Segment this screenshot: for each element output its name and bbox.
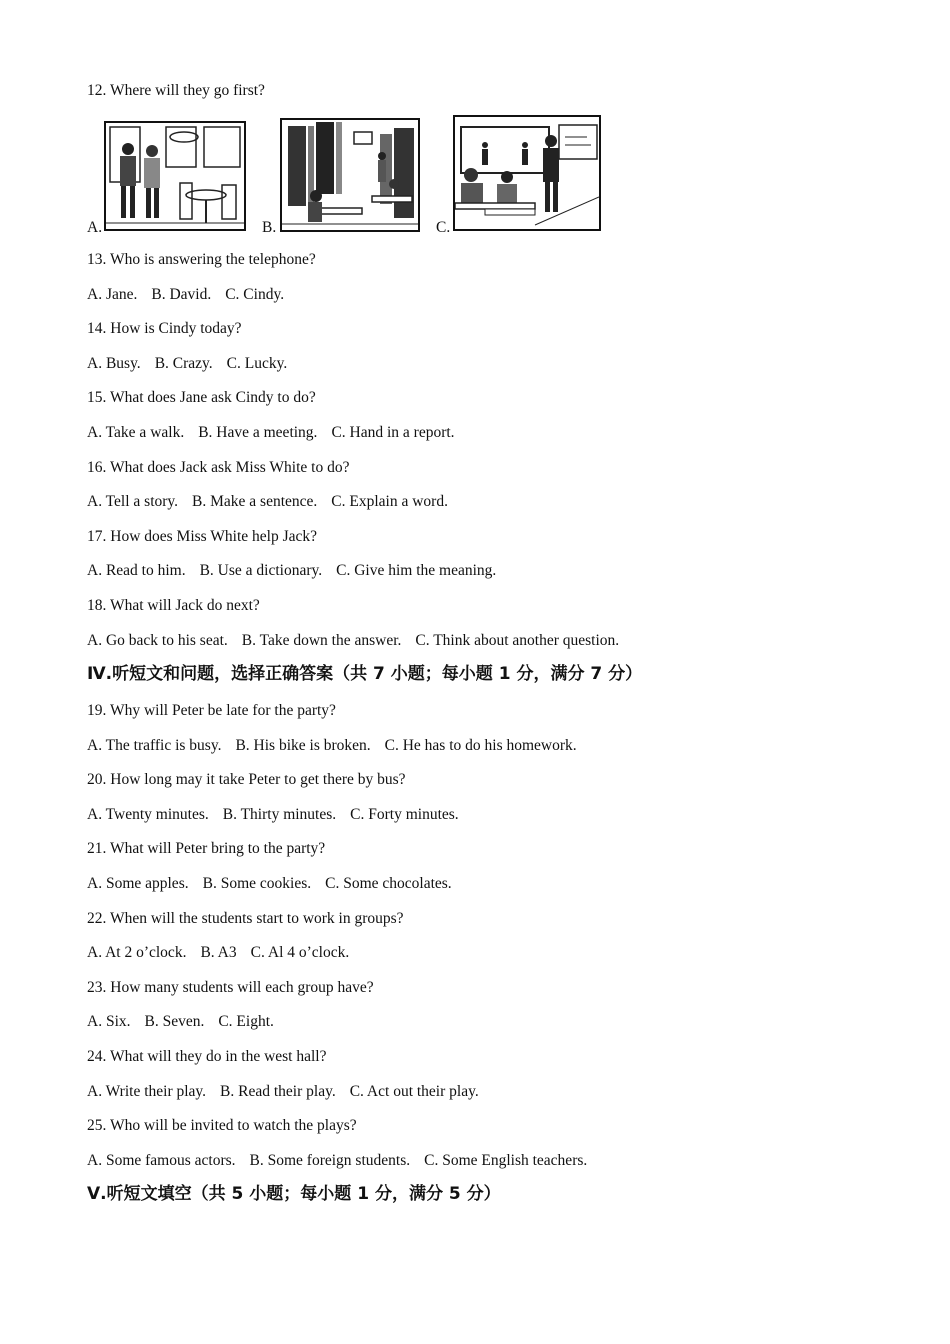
answer-option-a[interactable]: A. Go back to his seat.: [87, 631, 228, 649]
answer-option-b[interactable]: B. Make a sentence.: [192, 493, 318, 511]
answer-options: [87, 354, 301, 374]
answer-options: [87, 943, 363, 963]
answer-options: [87, 736, 591, 756]
answer-options: [87, 1082, 493, 1102]
answer-options: [87, 423, 469, 443]
answer-option-a[interactable]: A. Twenty minutes.: [87, 805, 209, 823]
answer-option-c[interactable]: C. Think about another question.: [415, 631, 620, 649]
answer-option-b[interactable]: B. Some foreign students.: [249, 1151, 411, 1169]
answer-option-a[interactable]: A. Busy.: [87, 354, 141, 372]
answer-option-a[interactable]: A. Take a walk.: [87, 424, 185, 441]
answer-option-a[interactable]: A. Tell a story.: [87, 493, 179, 511]
classroom-scene-icon: [453, 115, 601, 231]
question-text: 18. What will Jack do next?: [87, 597, 260, 614]
question-text: 24. What will they do in the west hall?: [87, 1048, 327, 1065]
answer-option-a[interactable]: A. Write their play.: [87, 1082, 207, 1100]
answer-option-c[interactable]: C. He has to do his homework.: [384, 736, 577, 754]
answer-option-c[interactable]: C. Act out their play.: [349, 1082, 479, 1100]
answer-option-c[interactable]: C. Some chocolates.: [325, 875, 452, 892]
answer-option-b[interactable]: B. Read their play.: [220, 1082, 336, 1100]
answer-option-c[interactable]: C. Hand in a report.: [331, 424, 455, 441]
answer-options: [87, 1012, 288, 1032]
answer-options: [87, 492, 462, 512]
question-text: 25. Who will be invited to watch the plays?: [87, 1117, 357, 1135]
answer-option-c[interactable]: C. Some English teachers.: [424, 1151, 588, 1169]
answer-option-a[interactable]: A. The traffic is busy.: [87, 736, 222, 754]
answer-option-b[interactable]: B. David.: [151, 285, 212, 303]
answer-options: [87, 561, 510, 581]
answer-option-b[interactable]: B. Use a dictionary.: [199, 562, 323, 580]
answer-option-c[interactable]: C. Lucky.: [226, 354, 288, 372]
question-text: 23. How many students will each group have?: [87, 978, 374, 996]
answer-option-b[interactable]: B. Have a meeting.: [198, 424, 318, 441]
answer-option-c[interactable]: C. Al 4 o’clock.: [250, 944, 350, 962]
answer-option-b[interactable]: B. Crazy.: [154, 354, 213, 372]
answer-options: [87, 1151, 601, 1171]
answer-option-c[interactable]: C. Forty minutes.: [350, 805, 459, 823]
question-text: 21. What will Peter bring to the party?: [87, 840, 326, 858]
question-text: 19. Why will Peter be late for the party?: [87, 702, 336, 719]
answer-options: [87, 631, 633, 651]
cafe-scene-icon: [104, 121, 246, 231]
answer-option-b[interactable]: B. Thirty minutes.: [222, 805, 337, 823]
answer-option-a[interactable]: A. Some apples.: [87, 875, 189, 892]
option-c-label: C.: [436, 219, 451, 236]
answer-option-b[interactable]: B. A3: [200, 944, 237, 962]
question-12: 12. Where will they go first?: [87, 82, 265, 99]
question-text: 22. When will the students start to work in groups?: [87, 909, 404, 927]
answer-options: [87, 874, 466, 894]
section-v-heading: Ⅴ.听短文填空（共 5 小题；每小题 1 分，满分 5 分）: [87, 1184, 501, 1204]
question-text: 20. How long may it take Peter to get there by bus?: [87, 771, 406, 789]
question-text: 16. What does Jack ask Miss White to do?: [87, 458, 350, 476]
answer-option-b[interactable]: B. Some cookies.: [202, 875, 312, 892]
question-text: 15. What does Jane ask Cindy to do?: [87, 389, 316, 407]
library-scene-icon: [280, 118, 420, 232]
answer-option-b[interactable]: B. Take down the answer.: [241, 631, 402, 649]
question-text: 13. Who is answering the telephone?: [87, 251, 316, 268]
answer-options: [87, 805, 473, 825]
option-b-label: B.: [262, 219, 277, 236]
question-text: 14. How is Cindy today?: [87, 320, 242, 338]
question-text: 17. How does Miss White help Jack?: [87, 527, 318, 545]
answer-options: [87, 285, 298, 305]
answer-option-a[interactable]: A. At 2 o’clock.: [87, 944, 187, 962]
answer-option-a[interactable]: A. Read to him.: [87, 562, 186, 580]
answer-option-b[interactable]: B. Seven.: [144, 1013, 205, 1031]
answer-option-a[interactable]: A. Jane.: [87, 285, 138, 303]
answer-option-c[interactable]: C. Cindy.: [225, 285, 285, 303]
answer-option-c[interactable]: C. Explain a word.: [331, 493, 448, 511]
answer-option-c[interactable]: C. Give him the meaning.: [336, 562, 497, 580]
answer-option-a[interactable]: A. Some famous actors.: [87, 1151, 236, 1169]
option-a-label: A.: [87, 219, 103, 236]
answer-option-a[interactable]: A. Six.: [87, 1013, 131, 1031]
section-iv-heading: Ⅳ.听短文和问题，选择正确答案（共 7 小题；每小题 1 分，满分 7 分）: [87, 664, 643, 684]
answer-option-b[interactable]: B. His bike is broken.: [235, 736, 371, 754]
answer-option-c[interactable]: C. Eight.: [218, 1013, 274, 1031]
